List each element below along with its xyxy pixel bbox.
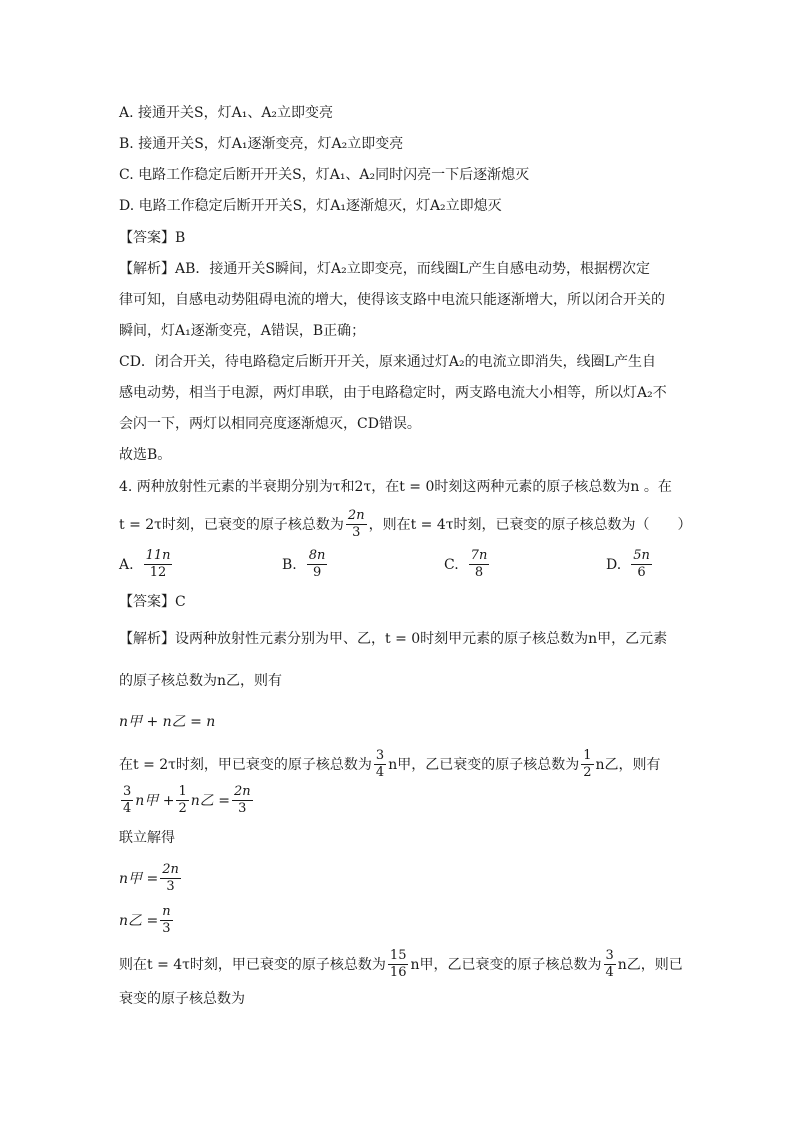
fraction: $\frac{3}{4}$ xyxy=(375,748,385,780)
option-c: C. 电路工作稳定后断开开关S，灯A₁、A₂同时闪亮一下后逐渐熄灭 xyxy=(119,167,530,183)
fraction: $\frac{11n}{12}$ xyxy=(145,548,171,580)
q4-analysis-line: 衰变的原子核总数为 xyxy=(119,991,245,1007)
q4-solve-label: 联立解得 xyxy=(119,830,175,846)
q4-option-d: D. $\frac{5n}{6}$ xyxy=(606,548,650,580)
equation: n甲 + n乙 = n xyxy=(119,714,216,730)
q3-analysis-line: 会闪一下，两灯以相同亮度逐渐熄灭，CD错误。 xyxy=(119,416,421,432)
q4-stem-text: t = 2τ时刻，已衰变的原子核总数为 xyxy=(119,516,344,533)
q4-answer: 【答案】C xyxy=(119,594,186,610)
fraction: $\frac{3}{4}$ xyxy=(123,784,132,816)
q3-answer: 【答案】B xyxy=(119,230,186,246)
fraction: $\frac{2n}{3}$ xyxy=(162,862,179,894)
q4-option-b: B. $\frac{8n}{9}$ xyxy=(282,548,326,580)
q4-option-a: A. $\frac{11n}{12}$ xyxy=(119,548,171,580)
fraction: $\frac{15}{16}$ xyxy=(389,948,407,980)
q3-analysis-line: 律可知，自感电动势阻碍电流的增大，使得该支路中电流只能逐渐增大，所以闭合开关的 xyxy=(119,292,665,308)
fraction: $\frac{1}{2}$ xyxy=(178,784,187,816)
q4-stem-line2 xyxy=(119,508,692,541)
fraction: $\frac{3}{4}$ xyxy=(605,948,614,980)
equation: n甲 = $\frac{2n}{3}$ xyxy=(119,862,179,894)
q3-analysis-line: CD．闭合开关，待电路稳定后断开开关，原来通过灯A₂的电流立即消失，线圈L产生自 xyxy=(119,354,656,370)
q4-stem-text: ，则在t = 4τ时刻，已衰变的原子核总数为（ ） xyxy=(368,516,692,533)
fraction: $\frac{2n}{3}$ xyxy=(233,784,251,816)
q4-analysis-line: 则在t = 4τ时刻，甲已衰变的原子核总数为 $\frac{15}{16}$ n甲，乙已衰变的原子核总数为 $\frac{3}{4}$ n乙，则已 xyxy=(119,948,683,980)
fraction: $\frac{5n}{6}$ xyxy=(633,548,650,580)
q4-option-c: C. $\frac{7n}{8}$ xyxy=(444,548,488,580)
option-d: D. 电路工作稳定后断开开关S，灯A₁逐渐熄灭，灯A₂立即熄灭 xyxy=(119,198,502,214)
fraction: $\frac{2n}{3}$ xyxy=(347,508,365,540)
equation: n乙 = $\frac{n}{3}$ xyxy=(119,904,171,936)
fraction: $\frac{8n}{9}$ xyxy=(308,548,326,580)
fraction: $\frac{n}{3}$ xyxy=(162,904,171,936)
q4-analysis-line: 【解析】设两种放射性元素分别为甲、乙，t = 0时刻甲元素的原子核总数为n甲，乙元素 xyxy=(119,631,668,647)
q3-analysis-line: 故选B。 xyxy=(119,447,172,463)
equation: $\frac{3}{4}$ n甲 + $\frac{1}{2}$ n乙 = $\frac{2n}{3}$ xyxy=(123,784,251,816)
q3-analysis-line: 感电动势，相当于电源，两灯串联，由于电路稳定时，两支路电流大小相等，所以灯A₂不 xyxy=(119,385,667,401)
q3-analysis-line: 瞬间，灯A₁逐渐变亮，A错误，B正确； xyxy=(119,323,366,339)
fraction: $\frac{1}{2}$ xyxy=(583,748,592,780)
option-b: B. 接通开关S，灯A₁逐渐变亮，灯A₂立即变亮 xyxy=(119,136,404,152)
q4-stem-line1: 4. 两种放射性元素的半衰期分别为τ和2τ，在t = 0时刻这两种元素的原子核总数为n 。在 xyxy=(119,479,672,495)
fraction: $\frac{7n}{8}$ xyxy=(470,548,488,580)
q4-analysis-line: 在t = 2τ时刻，甲已衰变的原子核总数为 $\frac{3}{4}$ n甲，乙已衰变的原子核总数为 $\frac{1}{2}$ n乙，则有 xyxy=(119,748,661,780)
option-a: A. 接通开关S，灯A₁、A₂立即变亮 xyxy=(119,105,334,121)
q4-analysis-line: 的原子核总数为n乙，则有 xyxy=(119,673,283,689)
q3-analysis-line: 【解析】AB．接通开关S瞬间，灯A₂立即变亮，而线圈L产生自感电动势，根据楞次定 xyxy=(119,261,651,277)
